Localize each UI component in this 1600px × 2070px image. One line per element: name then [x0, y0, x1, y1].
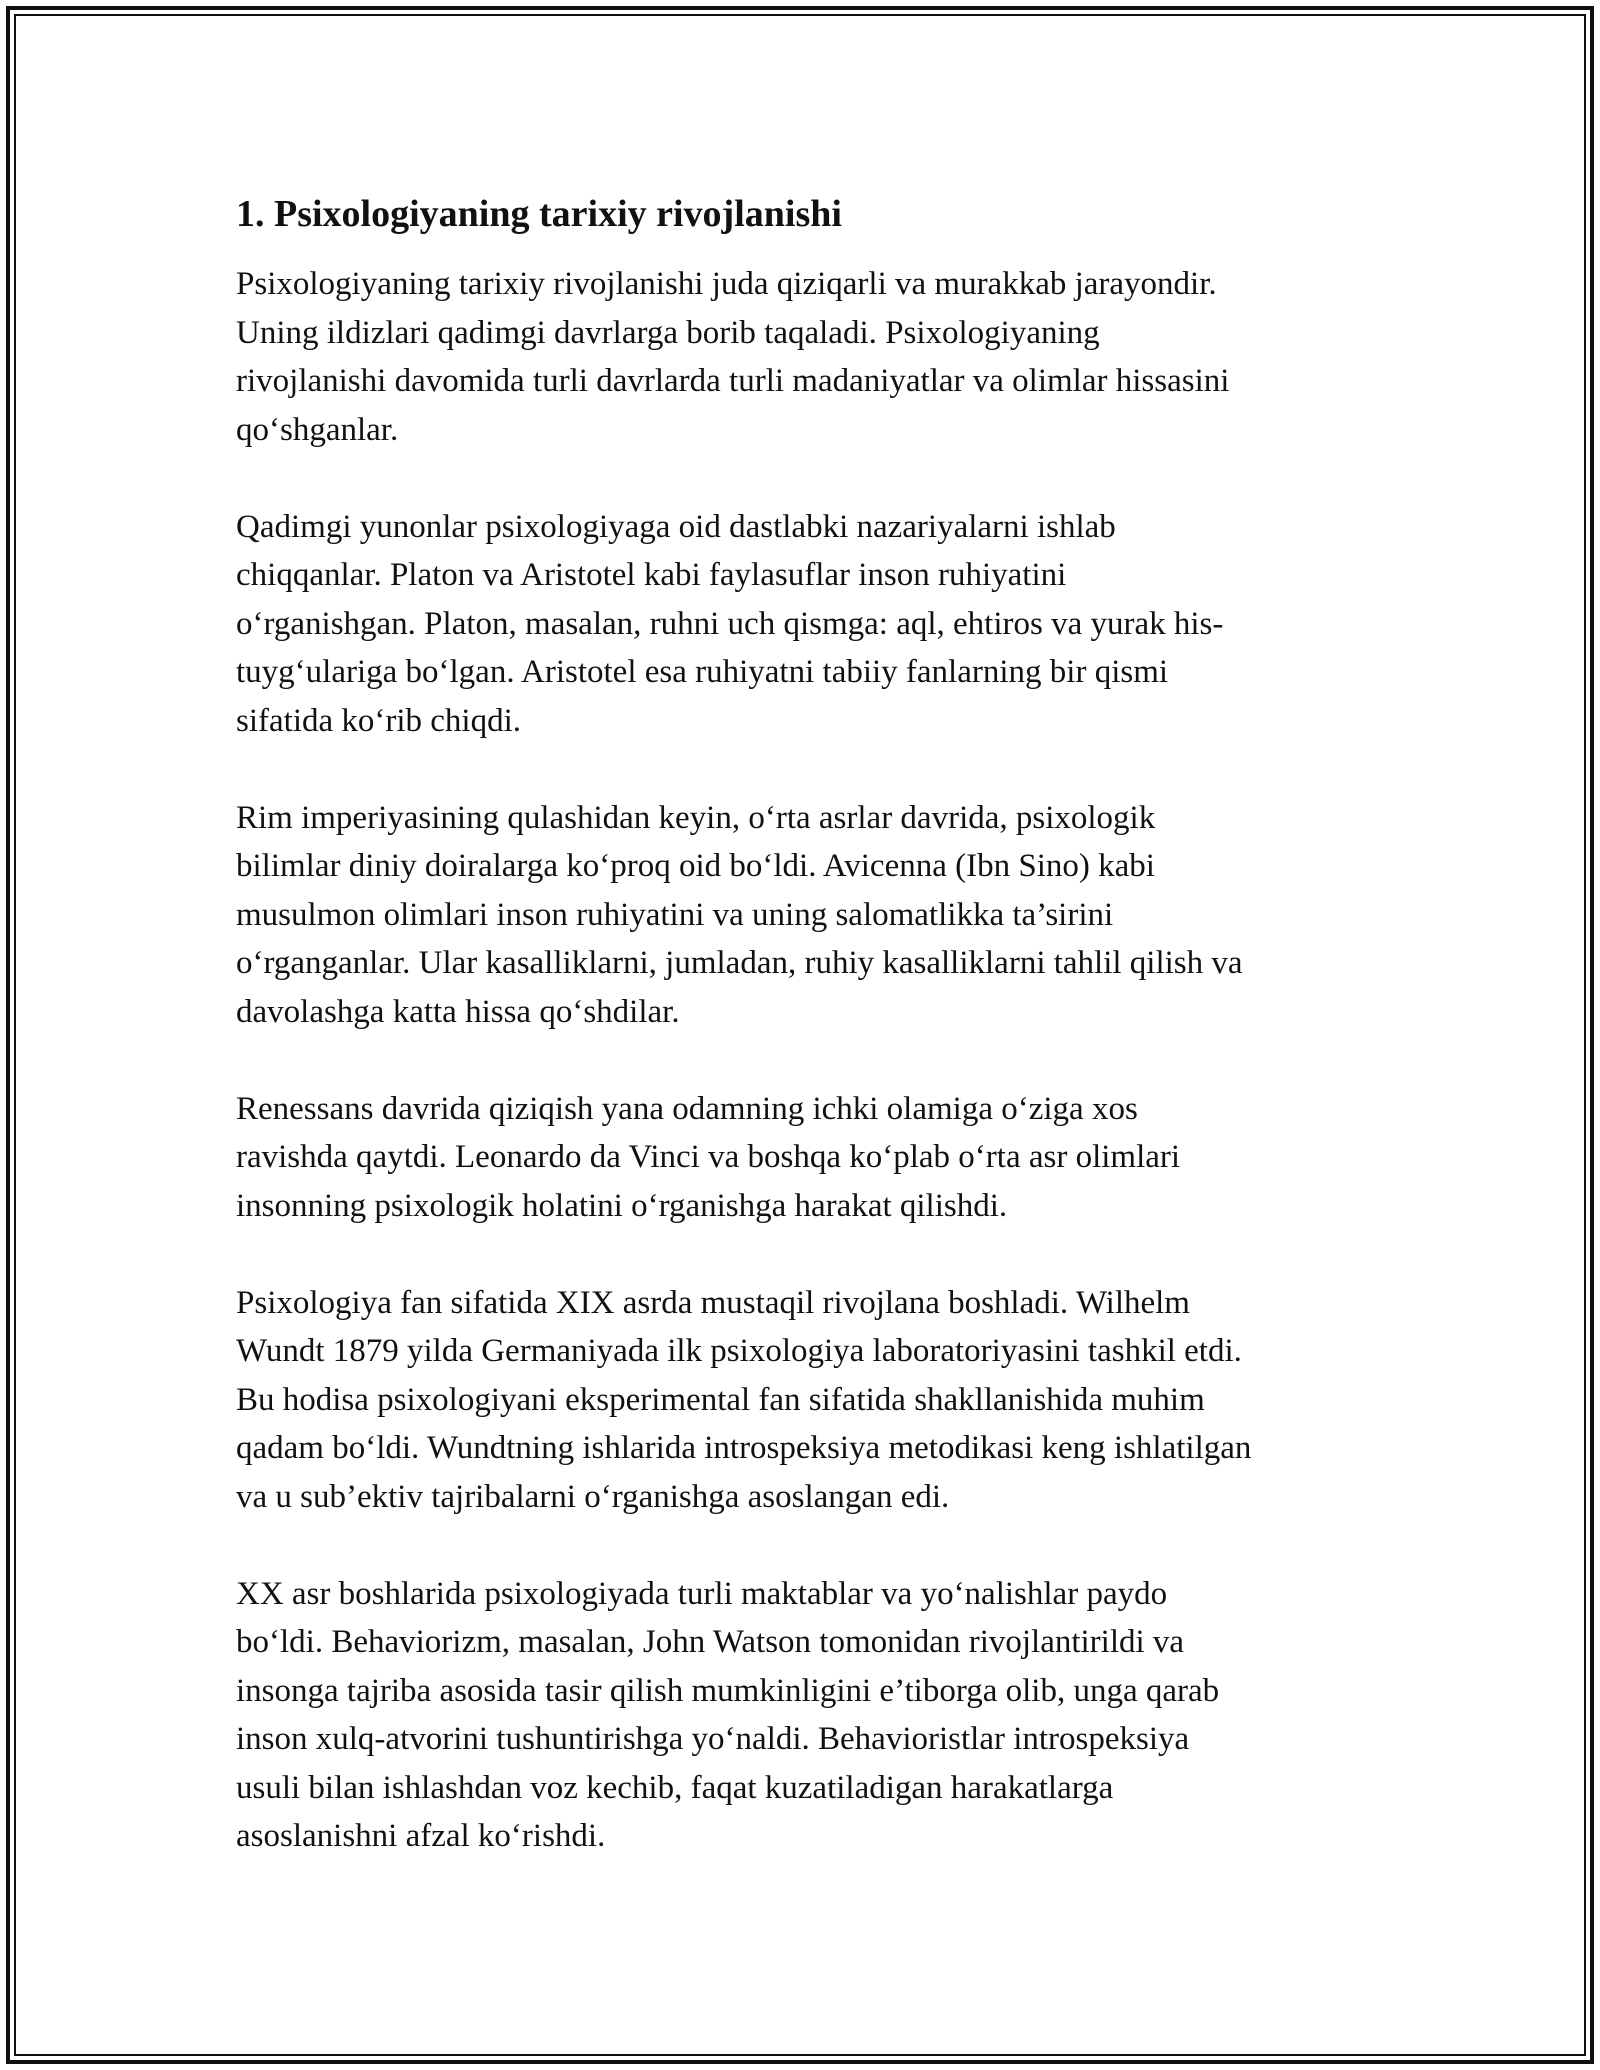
text-line: bo‘ldi. Behaviorizm, masalan, John Watson tomonidan rivojlantirildi va	[236, 1624, 1185, 1660]
text-line: Qadimgi yunonlar psixologiyaga oid dastlabki nazariyalarni ishlab	[236, 508, 1116, 545]
text-line: Uning ildizlari qadimgi davrlarga borib taqaladi. Psixologiyaning	[236, 314, 1100, 351]
text-line: Renessans davrida qiziqish yana odamning ichki olamiga o‘ziga xos	[236, 1090, 1138, 1127]
paragraph	[236, 503, 1376, 746]
text-line: sifatida ko‘rib chiqdi.	[236, 702, 522, 739]
text-line: XX asr boshlarida psixologiyada turli maktablar va yo‘nalishlar paydo	[236, 1575, 1168, 1612]
text-line: Psixologiya fan sifatida XIX asrda mustaqil rivojlana boshladi. Wilhelm	[236, 1284, 1190, 1321]
text-line: Bu hodisa psixologiyani eksperimental fan sifatida shakllanishida muhim	[236, 1381, 1205, 1418]
text-line: tuyg‘ulariga bo‘lgan. Aristotel esa ruhiyatni tabiiy fanlarning bir qismi	[236, 654, 1169, 690]
text-line: Psixologiyaning tarixiy rivojlanishi juda qiziqarli va murakkab jarayondir.	[236, 266, 1217, 302]
text-line: usuli bilan ishlashdan voz kechib, faqat kuzatiladigan harakatlarga	[236, 1769, 1114, 1806]
text-line: asoslanishni afzal ko‘rishdi.	[236, 1818, 606, 1854]
text-line: va u sub’ektiv tajribalarni o‘rganishga asoslangan edi.	[236, 1478, 950, 1515]
text-line: Wundt 1879 yilda Germaniyada ilk psixologiya laboratoriyasini tashkil etdi.	[236, 1333, 1242, 1369]
text-line: chiqqanlar. Platon va Aristotel kabi faylasuflar inson ruhiyatini	[236, 557, 1067, 593]
paragraph	[236, 260, 1376, 454]
text-line: bilimlar diniy doiralarga ko‘proq oid bo‘ldi. Avicenna (Ibn Sino) kabi	[236, 848, 1155, 884]
section-heading: 1. Psixologiyaning tarixiy rivojlanishi	[236, 193, 842, 235]
text-line: Rim imperiyasining qulashidan keyin, o‘rta asrlar davrida, psixologik	[236, 799, 1156, 836]
text-line: davolashga katta hissa qo‘shdilar.	[236, 993, 680, 1030]
text-line: ravishda qaytdi. Leonardo da Vinci va boshqa ko‘plab o‘rta asr olimlari	[236, 1139, 1181, 1175]
paragraph	[236, 1570, 1376, 1861]
text-line: o‘rganganlar. Ular kasalliklarni, jumladan, ruhiy kasalliklarni tahlil qilish va	[236, 945, 1243, 981]
text-line: rivojlanishi davomida turli davrlarda turli madaniyatlar va olimlar hissasini	[236, 363, 1230, 399]
text-line: inson xulq-atvorini tushuntirishga yo‘naldi. Behavioristlar introspeksiya	[236, 1721, 1190, 1757]
paragraph	[236, 794, 1376, 1037]
text-line: o‘rganishgan. Platon, masalan, ruhni uch qismga: aql, ehtiros va yurak his-	[236, 605, 1224, 642]
paragraph	[236, 1279, 1376, 1522]
paragraph	[236, 1085, 1376, 1231]
text-line: qadam bo‘ldi. Wundtning ishlarida introspeksiya metodikasi keng ishlatilgan	[236, 1430, 1252, 1466]
text-line: musulmon olimlari inson ruhiyatini va uning salomatlikka ta’sirini	[236, 896, 1114, 933]
text-line: qo‘shganlar.	[236, 411, 399, 448]
document-body	[236, 190, 1376, 1909]
text-line: insonning psixologik holatini o‘rganishga harakat qilishdi.	[236, 1187, 1008, 1224]
text-line: insonga tajriba asosida tasir qilish mumkinligini e’tiborga olib, unga qarab	[236, 1672, 1220, 1709]
